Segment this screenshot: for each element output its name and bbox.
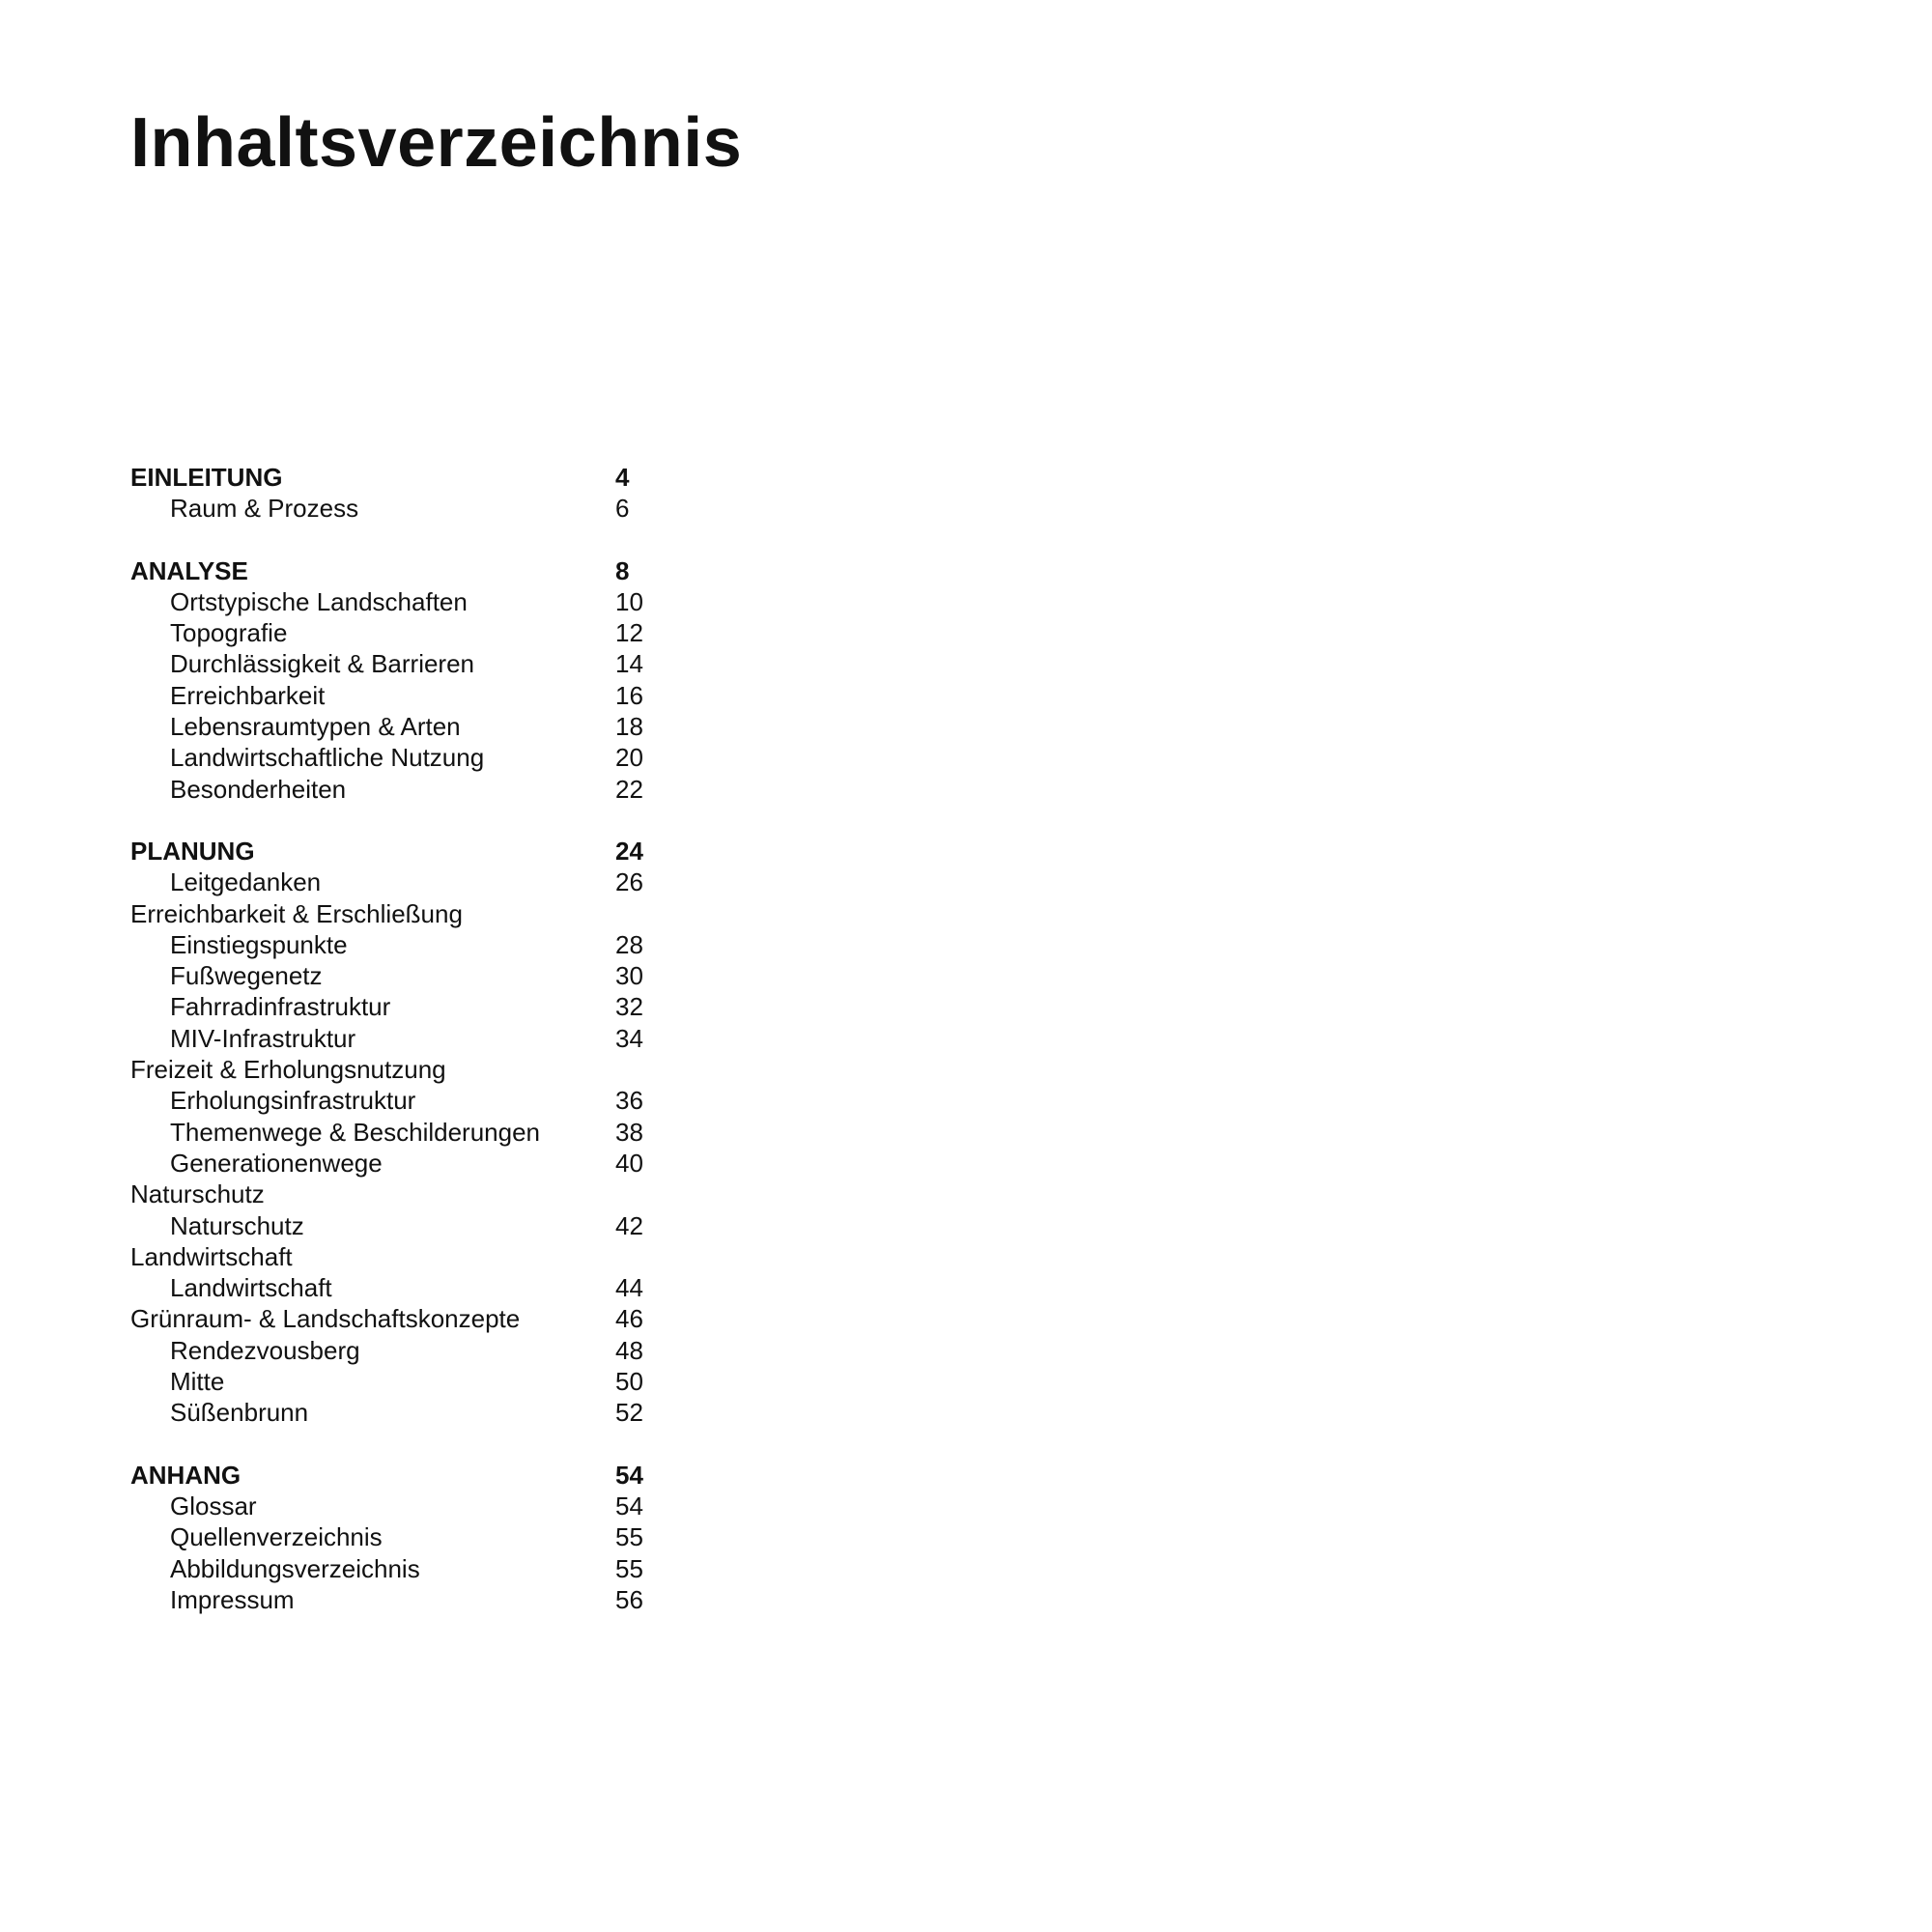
toc-entry-label: Naturschutz (170, 1210, 304, 1240)
toc-entry-label: Quellenverzeichnis (170, 1522, 383, 1552)
toc-entry-label: Raum & Prozess (170, 494, 359, 524)
toc-entry[interactable] (130, 1085, 671, 1116)
toc-section (130, 462, 671, 525)
toc-entry[interactable] (130, 1117, 671, 1148)
toc-entry[interactable] (130, 1179, 671, 1209)
toc-entry-label: Grünraum- & Landschaftskonzepte (130, 1304, 521, 1334)
toc-page-number: 20 (615, 743, 643, 773)
toc-entry-label: Generationenwege (170, 1148, 383, 1178)
toc-page-number: 56 (615, 1584, 643, 1614)
toc-entry-label: Erreichbarkeit (170, 680, 326, 710)
toc-entry-label: Rendezvousberg (170, 1335, 360, 1365)
toc-entry[interactable] (130, 680, 671, 711)
toc-entry[interactable] (130, 1210, 671, 1241)
toc-section (130, 836, 671, 1429)
toc-entry[interactable] (130, 1303, 671, 1334)
toc-entry[interactable] (130, 586, 671, 617)
toc-entry-label: Themenwege & Beschilderungen (170, 1117, 541, 1147)
toc-entry-label: Leitgedanken (170, 867, 322, 897)
toc-entry[interactable] (130, 929, 671, 960)
toc-page-number: 34 (615, 1023, 643, 1053)
toc-entry-label: Topografie (170, 618, 288, 648)
toc-entry[interactable] (130, 1491, 671, 1521)
toc-page-number: 10 (615, 586, 643, 616)
toc-entry[interactable] (130, 1366, 671, 1397)
toc-entry[interactable] (130, 1023, 671, 1054)
toc-page-number: 12 (615, 618, 643, 648)
toc-entry[interactable] (130, 898, 671, 929)
toc-entry[interactable] (130, 1054, 671, 1085)
toc-page-number: 46 (615, 1304, 643, 1334)
toc-entry-label: Besonderheiten (170, 774, 347, 804)
toc-page-number: 48 (615, 1335, 643, 1365)
toc-entry-label: EINLEITUNG (130, 463, 283, 492)
toc-page-number: 18 (615, 712, 643, 742)
toc-page-number: 24 (615, 836, 643, 866)
toc-entry[interactable] (130, 1553, 671, 1584)
toc-page-number: 54 (615, 1491, 643, 1520)
toc-entry-label: Mitte (170, 1367, 225, 1397)
toc-page-number: 30 (615, 961, 643, 991)
toc-page-number: 54 (615, 1460, 643, 1490)
toc-page-number: 28 (615, 929, 643, 959)
toc-entry-label: Landwirtschaft (130, 1241, 293, 1271)
toc-entry[interactable] (130, 960, 671, 991)
table-of-contents (130, 462, 671, 1646)
toc-entry-label: Landwirtschaft (170, 1273, 332, 1303)
toc-page-number: 22 (615, 774, 643, 804)
toc-page-number: 26 (615, 867, 643, 897)
toc-entry-label: PLANUNG (130, 836, 255, 866)
toc-heading[interactable] (130, 462, 671, 493)
toc-entry[interactable] (130, 1241, 671, 1272)
toc-entry[interactable] (130, 774, 671, 805)
toc-entry-label: Fußwegenetz (170, 961, 323, 991)
toc-page-number: 8 (615, 555, 630, 585)
toc-entry-label: ANALYSE (130, 555, 248, 585)
toc-entry[interactable] (130, 648, 671, 679)
toc-section (130, 1460, 671, 1615)
toc-entry[interactable] (130, 1335, 671, 1366)
toc-entry-label: ANHANG (130, 1460, 242, 1490)
toc-entry[interactable] (130, 493, 671, 524)
toc-entry-label: Fahrradinfrastruktur (170, 992, 391, 1022)
toc-entry-label: Landwirtschaftliche Nutzung (170, 743, 485, 773)
toc-entry[interactable] (130, 742, 671, 773)
toc-page-number: 40 (615, 1148, 643, 1178)
toc-heading[interactable] (130, 836, 671, 867)
toc-section (130, 555, 671, 805)
toc-page-number: 36 (615, 1086, 643, 1116)
toc-entry-label: Ortstypische Landschaften (170, 586, 468, 616)
toc-page-number: 4 (615, 463, 630, 492)
toc-page-number: 55 (615, 1522, 643, 1552)
toc-entry[interactable] (130, 1521, 671, 1552)
toc-entry-label: Durchlässigkeit & Barrieren (170, 649, 475, 679)
toc-page-number: 50 (615, 1367, 643, 1397)
toc-page-number: 14 (615, 649, 643, 679)
toc-entry-label: Süßenbrunn (170, 1398, 309, 1428)
toc-entry-label: Einstiegspunkte (170, 929, 348, 959)
toc-heading[interactable] (130, 555, 671, 586)
toc-entry-label: MIV-Infrastruktur (170, 1023, 356, 1053)
toc-entry[interactable] (130, 1397, 671, 1428)
toc-entry-label: Naturschutz (130, 1179, 265, 1209)
toc-page-number: 38 (615, 1117, 643, 1147)
toc-entry-label: Erholungsinfrastruktur (170, 1086, 416, 1116)
toc-page-number: 32 (615, 992, 643, 1022)
toc-entry[interactable] (130, 1148, 671, 1179)
toc-entry[interactable] (130, 1272, 671, 1303)
toc-entry[interactable] (130, 617, 671, 648)
toc-entry-label: Glossar (170, 1491, 257, 1520)
toc-heading[interactable] (130, 1460, 671, 1491)
toc-entry-label: Freizeit & Erholungsnutzung (130, 1055, 446, 1085)
toc-page-number: 52 (615, 1398, 643, 1428)
toc-entry-label: Abbildungsverzeichnis (170, 1553, 420, 1583)
toc-entry-label: Erreichbarkeit & Erschließung (130, 898, 463, 928)
page-title: Inhaltsverzeichnis (130, 104, 743, 182)
toc-entry-label: Impressum (170, 1584, 295, 1614)
toc-entry[interactable] (130, 1584, 671, 1615)
toc-page-number: 6 (615, 494, 630, 524)
toc-page-number: 55 (615, 1553, 643, 1583)
toc-entry[interactable] (130, 991, 671, 1022)
toc-page-number: 44 (615, 1273, 643, 1303)
toc-page-number: 42 (615, 1210, 643, 1240)
toc-entry-label: Lebensraumtypen & Arten (170, 712, 461, 742)
toc-entry[interactable] (130, 711, 671, 742)
toc-page-number: 16 (615, 680, 643, 710)
toc-entry[interactable] (130, 867, 671, 897)
